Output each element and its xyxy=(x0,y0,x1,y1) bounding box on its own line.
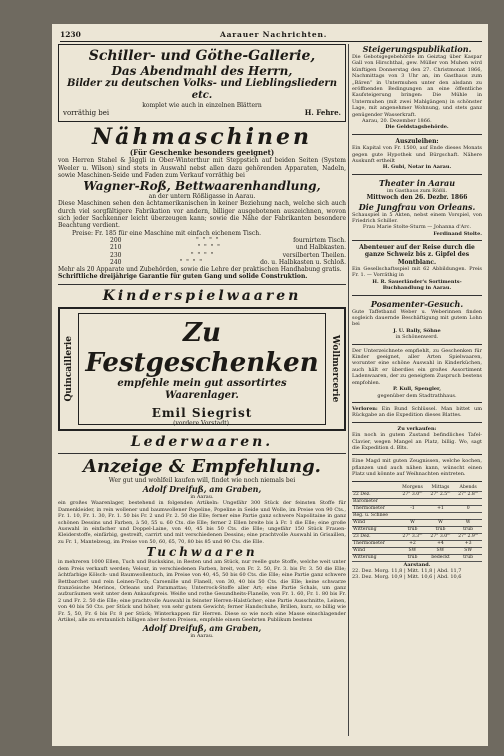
price-row: 230 " " " " versilberten Theilen. xyxy=(110,251,346,259)
divider xyxy=(352,422,482,423)
weather-cell xyxy=(427,512,455,519)
magd-text: Eine Magd mit guten Zeugnissen, welche kochen, pflanzen und auch nähen kann, wünscht einen Platz und könnte auf Weihnachten eintreten. xyxy=(352,458,482,478)
ad-schiller-subtitle: Das Abendmahl des Herrn, xyxy=(111,64,293,78)
newspaper-page xyxy=(52,24,488,746)
ad-schiller-gallerie xyxy=(58,44,346,122)
weather-cell: SW xyxy=(398,547,426,554)
ad-kinder-right-label: Wollmercerie xyxy=(330,335,340,403)
theater-play: Die Jungfrau von Orleans. xyxy=(358,201,476,212)
ad-kinder-left-side xyxy=(62,315,76,423)
ad-naeh-p2: Diese Maschinen sehen den ächtamerikanischen in keiner Beziehung nach, welche sich auch durch viel sorgfältigere Fabrikation vor andern, billiger ausgebotenen auszeichnen, wovon sich jeder Sachkenner leicht überzeugen kann; sowie die Nähe der Fabrikanten besondere Beachtung verdient. xyxy=(58,200,346,230)
price-row: 240 " " " " do. u. Halbkasten u. Schloß. xyxy=(110,258,346,266)
header-rule xyxy=(60,41,482,42)
ad-schiller-title: Schiller- und Göthe-Gallerie, xyxy=(88,48,316,64)
price-amount: 230 xyxy=(110,251,122,259)
price-note: fournirtem Tisch. xyxy=(293,236,346,244)
verkaufen-title: Zu verkaufen: xyxy=(397,425,437,432)
weather-header: Abends xyxy=(454,485,482,492)
weather-cell xyxy=(398,498,426,505)
ad-kinder-frame xyxy=(58,307,346,431)
ad-kinder-title: Zu Festgeschenken xyxy=(85,317,319,378)
ad-dreifuss-firm-sub: in Aarau. xyxy=(190,494,214,501)
weather-cell: 27" 3.0"' xyxy=(427,533,455,540)
ad-naeh-p4: Schriftliche dreijährige Garantie für guten Gang und solide Construktion. xyxy=(58,273,308,281)
divider xyxy=(58,284,346,285)
kull-sign: P. Kull, Spengler, xyxy=(392,386,442,393)
theater-cast: Frau Marie Stolte-Sturm — Johanna d'Arc. xyxy=(362,224,472,231)
price-row: 210 " " " " und Halbkasten. xyxy=(110,244,346,252)
weather-cell: trüb xyxy=(454,554,482,561)
ad-schiller-vendor-label: vorräthig bei xyxy=(63,109,110,118)
weather-row xyxy=(352,491,482,498)
right-column xyxy=(352,44,482,738)
ad-dreifuss-sign-sub: in Aarau. xyxy=(190,633,214,640)
divider xyxy=(352,240,482,241)
weather-body xyxy=(352,491,482,561)
verloren-title: Verloren: xyxy=(352,405,378,412)
weather-cell: Thermometer xyxy=(352,505,398,512)
weather-foot2: 23. Dez. Morg. 10,9 | Mitt. 10,6 | Abd. 10,6 xyxy=(352,574,462,581)
pos-text: Gute Taffetband Weber u. Weberinnen finden sogleich dauernde Beschäftigung mit gutem Lohn bei xyxy=(352,308,482,328)
ad-naeh-p3: Mehr als 20 Apparate und Zubehörden, sowie die Lehre der praktischen Handhabung gratis. xyxy=(58,266,342,274)
weather-table xyxy=(352,485,482,562)
ad-dreifuss-p2: in mehreren 1000 Ellen, Tuch und Buckskins, in Resten und am Stück, nur reelle gute Stoffe, welche weit unter dem Preis verkauft werden; Velour, in verschiedenen Farben, breit, von Fr. 2. 50, Fr. 3. bis Fr. 3. 50 die Elle; ächtfarbige Kölsch- und Baumwollentuch, im Preise von 40, 45, 50 bis 60 Cts. die Elle; eine Partie ganz schwere Bettbarchet und rein Leinen-Tuch; Carsenille und Flanell, von 30, 40 bis 50 Cts. die Elle; keine schwarze französische Merinos, Orleans und Paramattas; Unterrock-Stoffe aller Art; eine Partie Schals, um ganz aufzuräumen weit unter dem Ankaufspreis. Weiße und rothe Gesundheits-Flanelle, von Fr. 1. 60, Fr. 1. 80 bis Fr. 2 und Fr. 2. 50 die Elle; eine prachtvolle Auswahl in feinster Herren-Halstücher; eine Partie Ausschnitte, Leinen, von 40 bis 50 Cts. per Stück und höher, von sehr gutem Gewicht; ferner Handschuhe, Brillen, kurz, so billig wie Fr. 5, 50, Fr. 6 bis Fr. 8 per Stück; Winterkappen für Herren. Diese so wie noch eine Masse einschlagender Artikel, alle zu erstaunlich billigen aber festen Preisen, empfehle einem Geehrten Publikum bestens xyxy=(58,559,346,623)
ad-dreifuss xyxy=(58,457,346,640)
ad-schiller-vendor-name: H. Fehre. xyxy=(304,108,341,118)
ausk-text: Ein Kapital von Fr. 1500, auf Ende dieses Monats gegen gute Hypothek und Bürgschaft. Nähere Auskunft ertheilt xyxy=(352,145,482,164)
weather-row xyxy=(352,533,482,540)
steig-title: Steigerungspublikation. xyxy=(362,44,472,54)
kull-text: Der Unterzeichnete empfiehlt, zu Geschenken für Kinder geeignet, aller Arten Spielwaaren, worunter eine schöne Auswahl in Kinderküchen, auch hält er überdies ein großes Assortiment Ladenwaaren, der zu geneigtem Zuspruch bestens empfohlen. xyxy=(352,347,482,386)
weather-cell: Witterung xyxy=(352,526,398,533)
weather-cell: 27" 2.5"' xyxy=(427,491,455,498)
ad-dreifuss-section: Tuchwaaren xyxy=(146,545,258,560)
ad-naeh-p1: von Herren Stahel & Jäggli in Ober-Winterthur mit Steppstich auf beiden Seiten (System Weeler u. Wilson) sind stets in Auswahl nebst allen dazu gehörenden Apparaten, Nadeln, sowie Maschinen-Seide und Faden zum Verkauf vorräthig bei xyxy=(58,157,346,179)
page-number: 1230 xyxy=(60,30,81,39)
weather-cell xyxy=(398,512,426,519)
weather-cell xyxy=(427,498,455,505)
ad-kinder-inner xyxy=(78,313,326,425)
left-column xyxy=(58,44,346,738)
weather-row xyxy=(352,505,482,512)
weather-cell: trüb xyxy=(398,554,426,561)
steig-text: Die Gebotsgegebehörde im Geiztag über Kaspar Gall von Hirschthal, gew. Müller von Muhen wird künftigen Donnerstag den 27. Christmonat 1866, Nachmittags von 3 Uhr an, im Gasthaus zum „Bären“ in Untermuhen unter den alsdann zu eröffnenden Bedingungen an eine öffentliche Kaufsteigerung bringen: Die Mühle in Untermuhen (mit zwei Mahlgängen) in schönster Lage, mit angenehmer Wohnung, und stets ganz genügender Wasserkraft. xyxy=(352,54,482,118)
divider xyxy=(352,402,482,403)
weather-cell: 27" 3.3"' xyxy=(398,533,426,540)
weather-cell: 27" 2.9"' xyxy=(454,533,482,540)
weather-cell: Wind xyxy=(352,547,398,554)
page-header xyxy=(60,28,482,42)
ad-kinder-left-label: Quincaillerie xyxy=(64,335,74,402)
price-note: und Halbkasten. xyxy=(295,244,346,252)
weather-cell: Barometer xyxy=(352,498,398,505)
ad-dreifuss-sign: Adolf Dreifuß, am Graben, xyxy=(142,623,262,634)
theater-title: Theater in Aarau xyxy=(378,177,456,188)
theater-date: Mittwoch den 26. Dezbr. 1866 xyxy=(366,194,468,202)
weather-cell: 27" 3.0"' xyxy=(398,491,426,498)
weather-row xyxy=(352,554,482,561)
weather-header: Mittags xyxy=(427,485,455,492)
ad-kinder-name: Emil Siegrist xyxy=(151,405,253,420)
weather-cell: +4 xyxy=(427,540,455,547)
divider xyxy=(58,453,346,454)
weather-row xyxy=(352,540,482,547)
divider xyxy=(352,481,482,482)
weather-cell: +3 xyxy=(454,540,482,547)
weather-cell: -1 xyxy=(398,505,426,512)
divider xyxy=(352,174,482,175)
price-row: 200 " " " " fournirtem Tisch. xyxy=(110,236,346,244)
pos-sign2: in Schönenwerd. xyxy=(395,334,439,341)
weather-cell xyxy=(454,498,482,505)
ad-kinder-footer: Lederwaaren. xyxy=(130,433,274,450)
weather-cell: W xyxy=(427,519,455,526)
verkaufen-text: Ein noch in gutem Zustand befindliches Tafel-Clavier, wegen Mangel an Platz, billig. Wo, sagt die Expedition d. Blts. xyxy=(352,432,482,451)
weather-cell: +2 xyxy=(398,540,426,547)
pos-title: Posamenter-Gesuch. xyxy=(370,298,464,309)
weather-cell: trüb xyxy=(398,526,426,533)
column-divider xyxy=(348,44,349,736)
ad-dreifuss-firm: Adolf Dreifuß, am Graben, xyxy=(142,484,262,495)
ausk-title: Auszuleihen: xyxy=(395,137,439,145)
price-amount: 200 xyxy=(110,236,122,244)
weather-cell: Wind xyxy=(352,519,398,526)
ad-kinder-name-sub: (vordere Vorstadt). xyxy=(173,419,231,427)
theater-sign: Ferdinand Stolte. xyxy=(433,230,482,237)
ad-naeh-prices-intro: Preise: Fr. 185 für eine Maschine mit einfach eichenem Tisch. xyxy=(72,229,261,237)
weather-cell: Witterung xyxy=(352,554,398,561)
ad-naeh-prices xyxy=(58,237,346,266)
weather-cell: trüb xyxy=(454,526,482,533)
weather-cell: 23 Dez. xyxy=(352,533,398,540)
verloren-text: Ein Bund Schlüssel. Man bittet um Rückgabe an die Expedition dieses Blattes. xyxy=(352,405,482,419)
price-note: versilberten Theilen. xyxy=(282,251,346,259)
ad-naeh-title: Nähmaschinen xyxy=(91,123,312,150)
theater-desc: Schauspiel in 5 Akten, nebst einem Vorspiel, von Friedrich Schiller. xyxy=(352,211,482,224)
weather-foot-title: Aarstand. xyxy=(403,561,431,568)
ausk-sign: H. Gubi, Notar in Aarau. xyxy=(382,164,452,171)
steig-sign: Die Geldstagsbehörde. xyxy=(385,124,449,131)
ad-kinder-header: Kinderspielwaaren xyxy=(102,287,302,304)
divider xyxy=(352,295,482,296)
weather-foot1: 22. Dez. Morg. 11,8 | Mitt. 11,8 | Abd. 11,7 xyxy=(352,567,462,574)
ad-naeh-subtitle: (Für Geschenke besonders geeignet) xyxy=(129,147,275,157)
verloren-block xyxy=(352,406,482,419)
ad-naeh-firm: Wagner-Roß, Bettwaarenhandlung, xyxy=(83,179,321,194)
weather-row xyxy=(352,547,482,554)
ad-schiller-line3: Bilder zu deutschen Volks- und Lieblingsliedern etc. xyxy=(67,78,337,101)
weather-row xyxy=(352,526,482,533)
abent-sign: H. R. Sauerländer's Sortiments-Buchhandlung in Aarau. xyxy=(372,278,462,292)
price-amount: 210 xyxy=(110,244,122,252)
weather-cell: SW xyxy=(427,547,455,554)
price-amount: 240 xyxy=(110,258,122,266)
kull-sign2: gegenüber dem Stadtrathhaus. xyxy=(377,392,457,399)
weather-row xyxy=(352,512,482,519)
ad-dreifuss-p1: ein großes Waarenlager, bestehend in folgenden Artikeln: Ungefähr 300 Stück der feinsten Stoffe für Damenkleider, in rein wollener und baumwollener Popeline, Popeline in Seide und Wolle, im Preise von 90 Cts., Fr. 1. 10, Fr. 1. 30, Fr. 1. 50 bis Fr. 2 und Fr. 2. 50 die Elle; ferner eine Partie ganz schwere Napolitaine in ganz schönen Dessins und Farben, à 50, 55 u. 60 Cts. die Elle; ferner 2 Ellen breite bis à Fr. 1 die Elle; eine große Auswahl in einfacher und Doppel-Laine, von 40, 45 bis 50 Cts. die Elle; ungefähr 150 Stück Frauen-Kleiderstoffe, einfärbig, gestreift, carrirt und mit verschiedenen Dessins; eine prachtvolle Auswahl in Grisaillen, zu Fr. 1, Mantelzeug, im Preise von 50, 60, 65, 70, 80 bis 85 und 90 Cts. die Elle. xyxy=(58,500,346,545)
ad-naehmaschinen xyxy=(58,125,346,281)
weather-row xyxy=(352,498,482,505)
weather-cell: W xyxy=(454,519,482,526)
divider xyxy=(352,344,482,345)
weather-cell: W xyxy=(398,519,426,526)
pos-sign: J. U. Bally, Söhne xyxy=(393,327,441,334)
weather-header: Morgens xyxy=(398,485,426,492)
weather-cell: 22 Dez. xyxy=(352,491,398,498)
steig-date: Aarau, 20. Dezember 1866. xyxy=(362,118,432,125)
ad-schiller-vendor xyxy=(63,109,341,118)
abent-text: Ein Gesellschaftsspiel mit 62 Abbildungen. Preis Fr. 1. — Vorräthig in xyxy=(352,266,482,279)
weather-cell: Reg. u. Schnee xyxy=(352,512,398,519)
weather-cell: +1 xyxy=(427,505,455,512)
weather-cell: Thermometer xyxy=(352,540,398,547)
ad-dreifuss-lead: Wer gut und wohlfeil kaufen will, findet wie noch niemals bei xyxy=(108,476,296,484)
ad-naeh-firm-sub: an der untern Rößligasse in Aarau. xyxy=(148,193,256,201)
weather-cell: SW xyxy=(454,547,482,554)
ad-kinder-right-side xyxy=(328,315,342,423)
newspaper-title: Aarauer Nachrichten. xyxy=(220,30,328,39)
weather-cell: trüb xyxy=(427,526,455,533)
weather-cell: 27" 2.8"' xyxy=(454,491,482,498)
weather-cell: bedeckt xyxy=(427,554,455,561)
ad-kinder-subtitle: empfehle mein gut assortirtes Waarenlager. xyxy=(117,377,287,401)
theater-sub: im Gasthaus zum Rößli. xyxy=(386,187,448,194)
divider xyxy=(352,454,482,455)
weather-row xyxy=(352,519,482,526)
divider xyxy=(352,134,482,135)
weather-cell xyxy=(454,512,482,519)
abent-title: Abenteuer auf der Reise durch die ganze Schweiz bis z. Gipfel des Montblanc. xyxy=(359,244,475,266)
weather-cell: 0 xyxy=(454,505,482,512)
ad-kinderspielwaaren xyxy=(58,288,346,450)
ad-dreifuss-title: Anzeige & Empfehlung. xyxy=(83,455,321,477)
ad-schiller-line4: komplet wie auch in einzelnen Blättern xyxy=(142,102,262,109)
price-note: do. u. Halbkasten u. Schloß. xyxy=(260,258,346,266)
